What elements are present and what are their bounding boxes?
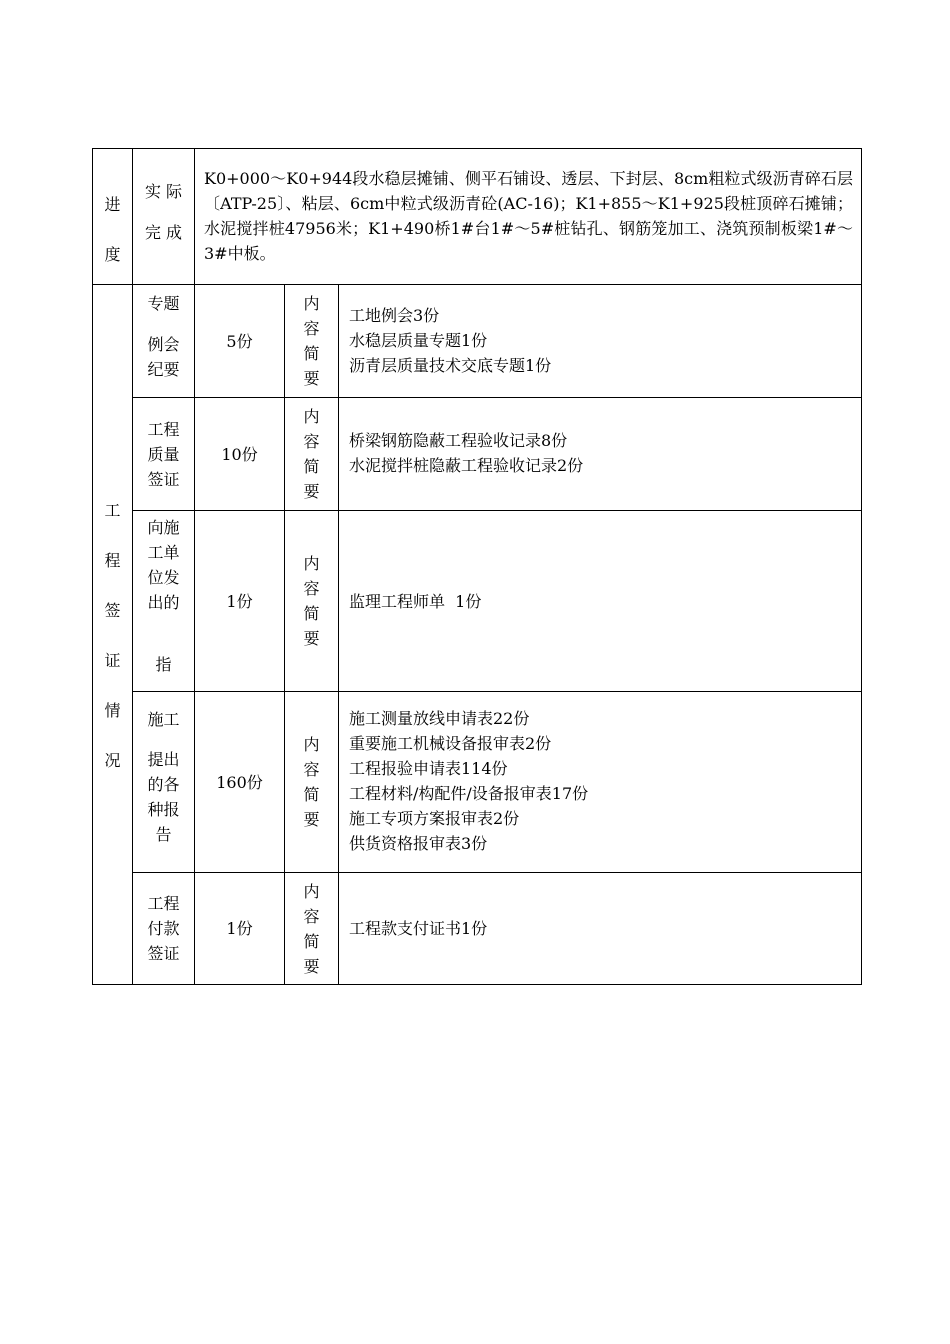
category-line: 指: [155, 655, 172, 674]
actual-label-line-1: 实 际: [144, 182, 183, 201]
table-row-count: [194, 872, 285, 985]
header-char: 内: [303, 881, 320, 901]
table-row-details: [338, 397, 862, 511]
table-row-count: [194, 510, 285, 692]
table-row-category: [132, 510, 195, 692]
signing-label-char-3: 签: [104, 601, 121, 620]
actual-label-line-2: 完 成: [144, 223, 183, 242]
header-char: 容: [303, 906, 320, 926]
category-line: 告: [155, 825, 172, 844]
signing-label-char-1: 工: [104, 501, 121, 520]
content-summary-header: [284, 284, 339, 398]
detail-line: 工程材料/构配件/设备报审表17份: [349, 784, 589, 803]
detail-line: 施工专项方案报审表2份: [349, 809, 520, 828]
category-line: 施工: [147, 710, 180, 729]
content-summary-header: [284, 510, 339, 692]
detail-line: 水泥搅拌桩隐蔽工程验收记录2份: [349, 456, 584, 475]
table-row-details: [338, 691, 862, 873]
header-char: 容: [303, 760, 320, 779]
progress-label-char-2: 度: [104, 245, 121, 264]
signing-label-char-4: 证: [104, 651, 121, 670]
category-line: 质量: [147, 444, 180, 464]
category-line: 工程: [147, 419, 180, 439]
detail-line: 工地例会3份: [349, 306, 440, 325]
category-line: 专题: [147, 294, 180, 313]
progress-section-label: [92, 148, 133, 285]
count-value: 1份: [226, 919, 253, 938]
table-row-count: [194, 397, 285, 511]
category-line: 工单: [147, 543, 180, 562]
progress-label-char-1: 进: [104, 195, 121, 214]
detail-line: 工程款支付证书1份: [349, 919, 488, 938]
detail-line: 水稳层质量专题1份: [349, 331, 488, 350]
header-char: 简: [303, 785, 320, 804]
count-value: 1份: [226, 591, 253, 611]
category-line: 提出: [147, 750, 180, 769]
category-line: 纪要: [147, 360, 180, 379]
count-value: 160份: [216, 772, 263, 792]
detail-line: 重要施工机械设备报审表2份: [349, 734, 552, 753]
category-line: 种报: [147, 800, 180, 819]
content-summary-header: [284, 397, 339, 511]
detail-line: 沥青层质量技术交底专题1份: [349, 356, 552, 375]
category-line: 签证: [147, 469, 180, 489]
signing-label-char-2: 程: [104, 551, 121, 570]
table-row-details: [338, 284, 862, 398]
content-summary-header: [284, 872, 339, 985]
category-line: 出的: [147, 593, 180, 612]
actual-completion-label: [132, 148, 195, 285]
header-char: 容: [303, 319, 320, 338]
progress-content: [194, 148, 862, 285]
table-row-category: [132, 284, 195, 398]
header-char: 简: [303, 344, 320, 363]
category-line: 工程: [147, 894, 180, 913]
detail-line: 施工测量放线申请表22份: [349, 709, 530, 728]
header-char: 要: [303, 810, 320, 829]
category-line: 付款: [147, 919, 180, 938]
header-char: 要: [303, 482, 320, 501]
category-line: 向施: [147, 518, 180, 537]
header-char: 容: [303, 579, 320, 598]
detail-line: 桥梁钢筋隐蔽工程验收记录8份: [349, 431, 568, 450]
detail-line: 供货资格报审表3份: [349, 834, 488, 853]
header-char: 内: [303, 554, 320, 573]
detail-line: 工程报验申请表114份: [349, 759, 508, 778]
category-line: 签证: [147, 944, 180, 963]
signing-section-label: [92, 284, 133, 985]
progress-signing-table: [92, 148, 862, 985]
table-row-count: [194, 691, 285, 873]
category-line: 例会: [147, 335, 180, 354]
table-row-category: [132, 397, 195, 511]
header-char: 容: [303, 432, 320, 451]
header-char: 内: [303, 407, 320, 426]
table-row-category: [132, 872, 195, 985]
signing-label-char-5: 情: [104, 701, 121, 720]
table-row-details: [338, 510, 862, 692]
content-summary-header: [284, 691, 339, 873]
header-char: 要: [303, 629, 320, 648]
category-line: 位发: [147, 568, 180, 587]
progress-content-text: K0+000～K0+944段水稳层摊铺、侧平石铺设、透层、下封层、8cm粗粒式级沥青碎石层〔ATP-25〕、粘层、6cm中粒式级沥青砼(AC-16)；K1+855～K1+925段桩顶碎石摊铺；水泥搅拌桩47956米；K1+490桥1#台1#～5#桩钻孔、钢筋笼加工、浇筑预制板梁1#～3#中板。: [204, 169, 853, 263]
header-char: 简: [303, 457, 320, 476]
header-char: 简: [303, 604, 320, 623]
table-row-details: [338, 872, 862, 985]
header-char: 要: [303, 956, 320, 976]
count-value: 5份: [226, 331, 253, 351]
header-char: 要: [303, 369, 320, 388]
header-char: 内: [303, 735, 320, 754]
header-char: 内: [303, 294, 320, 313]
table-row-count: [194, 284, 285, 398]
count-value: 10份: [221, 444, 258, 464]
detail-line: 监理工程师单 1份: [349, 591, 482, 611]
category-line: 的各: [147, 775, 180, 794]
signing-label-char-6: 况: [104, 751, 121, 770]
header-char: 简: [303, 931, 320, 951]
table-row-category: [132, 691, 195, 873]
